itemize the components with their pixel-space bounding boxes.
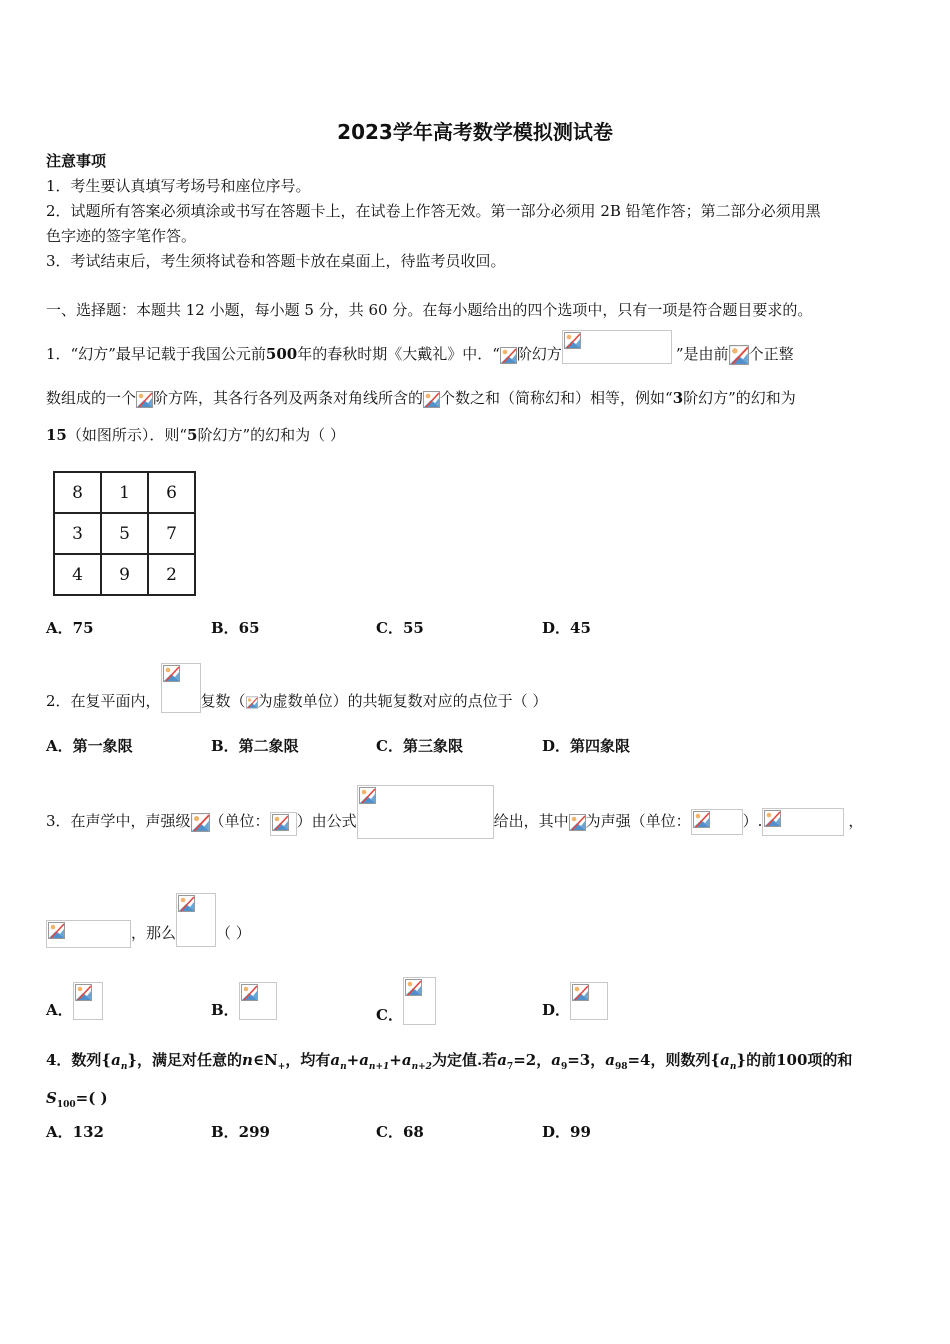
q1-option-b: B．65	[211, 619, 260, 637]
q3-option-d: D．	[542, 992, 608, 1030]
formula-image	[46, 920, 131, 948]
notice-item-1: 1．考生要认真填写考场号和座位序号。	[46, 177, 311, 195]
q2-option-c: C．第三象限	[376, 737, 463, 755]
formula-image-icon	[246, 694, 258, 711]
q2-option-a: A．第一象限	[46, 737, 133, 755]
formula-image	[762, 808, 844, 836]
q3-option-a: A．	[46, 992, 103, 1030]
formula-image	[357, 785, 494, 839]
formula-image-icon	[136, 391, 153, 408]
notice-item-2: 2．试题所有答案必须填涂或书写在答题卡上，在试卷上作答无效。第一部分必须用 2B 铅笔作答；第二部分必须用黑	[46, 202, 821, 220]
magic-cell: 3	[54, 513, 101, 554]
notice-item-2-cont: 色字迹的签字笔作答。	[46, 227, 197, 245]
formula-image	[270, 812, 297, 836]
q4-option-c: C．68	[376, 1123, 424, 1141]
magic-cell: 1	[101, 472, 148, 513]
formula-image-icon	[423, 391, 440, 408]
q1-line2: 数组成的一个 阶方阵，其各行各列及两条对角线所含的 个数之和（简称幻和）相等，例如“3阶幻方”的幻和为	[46, 389, 796, 407]
q4-line1: 4．数列$\{a_n\}$，满足对任意的$n\in N_+$，均有$a_n+a_{n+1}+a_{n+2}$为定值.若$a_7=2$，$a_9=3$，$a_{98}=4$，则数列$\{a_n\}$的前100项的和	[46, 1051, 853, 1072]
magic-cell: 7	[148, 513, 195, 554]
q4-line2: $S_{100}=$( )	[46, 1089, 108, 1110]
q4-option-d: D．99	[542, 1123, 591, 1141]
formula-image	[161, 663, 201, 713]
formula-image-icon	[569, 813, 586, 832]
q2-option-b: B．第二象限	[211, 737, 299, 755]
magic-cell: 9	[101, 554, 148, 595]
formula-image	[403, 977, 436, 1025]
section-heading: 一、选择题：本题共 12 小题，每小题 5 分，共 60 分。在每小题给出的四个选项中，只有一项是符合题目要求的。	[46, 301, 813, 319]
magic-cell: 2	[148, 554, 195, 595]
notice-heading: 注意事项	[46, 152, 107, 170]
magic-cell: 8	[54, 472, 101, 513]
formula-image-icon	[191, 813, 210, 832]
formula-image	[570, 982, 608, 1020]
formula-image-icon	[500, 347, 517, 364]
q1-option-d: D．45	[542, 619, 591, 637]
formula-image	[73, 982, 103, 1020]
q3-option-c: C．	[376, 992, 436, 1040]
q1-option-c: C．55	[376, 619, 424, 637]
formula-image	[691, 809, 743, 835]
page-title: 2023学年高考数学模拟测试卷	[337, 120, 613, 144]
formula-image	[562, 330, 672, 364]
magic-cell: 4	[54, 554, 101, 595]
q1-option-a: A．75	[46, 619, 94, 637]
q1-line3: 15（如图所示）．则“5阶幻方”的幻和为（ ）	[46, 426, 345, 444]
formula-image-icon	[729, 345, 749, 365]
magic-cell: 6	[148, 472, 195, 513]
q2-option-d: D．第四象限	[542, 737, 631, 755]
q2-line: 2．在复平面内， 复数（ 为虚数单位）的共轭复数对应的点位于（ ）	[46, 677, 547, 727]
q3-option-b: B．	[211, 992, 277, 1030]
formula-image	[176, 893, 216, 947]
q4-option-b: B．299	[211, 1123, 270, 1141]
q1-line1: 1．“幻方”最早记载于我国公元前500年的春秋时期《大戴礼》中．“ 阶幻方 ”是由前 个正整	[46, 338, 794, 372]
magic-cell: 5	[101, 513, 148, 554]
q3-line2: ，那么 （ ）	[46, 907, 251, 961]
q3-line1: 3．在声学中，声强级 （单位： ）由公式 给出，其中 为声强（单位： ）. ，	[46, 795, 863, 849]
notice-item-3: 3．考试结束后，考生须将试卷和答题卡放在桌面上，待监考员收回。	[46, 252, 506, 270]
formula-image	[239, 982, 277, 1020]
q4-option-a: A．132	[46, 1123, 104, 1141]
magic-square-figure	[53, 471, 196, 596]
